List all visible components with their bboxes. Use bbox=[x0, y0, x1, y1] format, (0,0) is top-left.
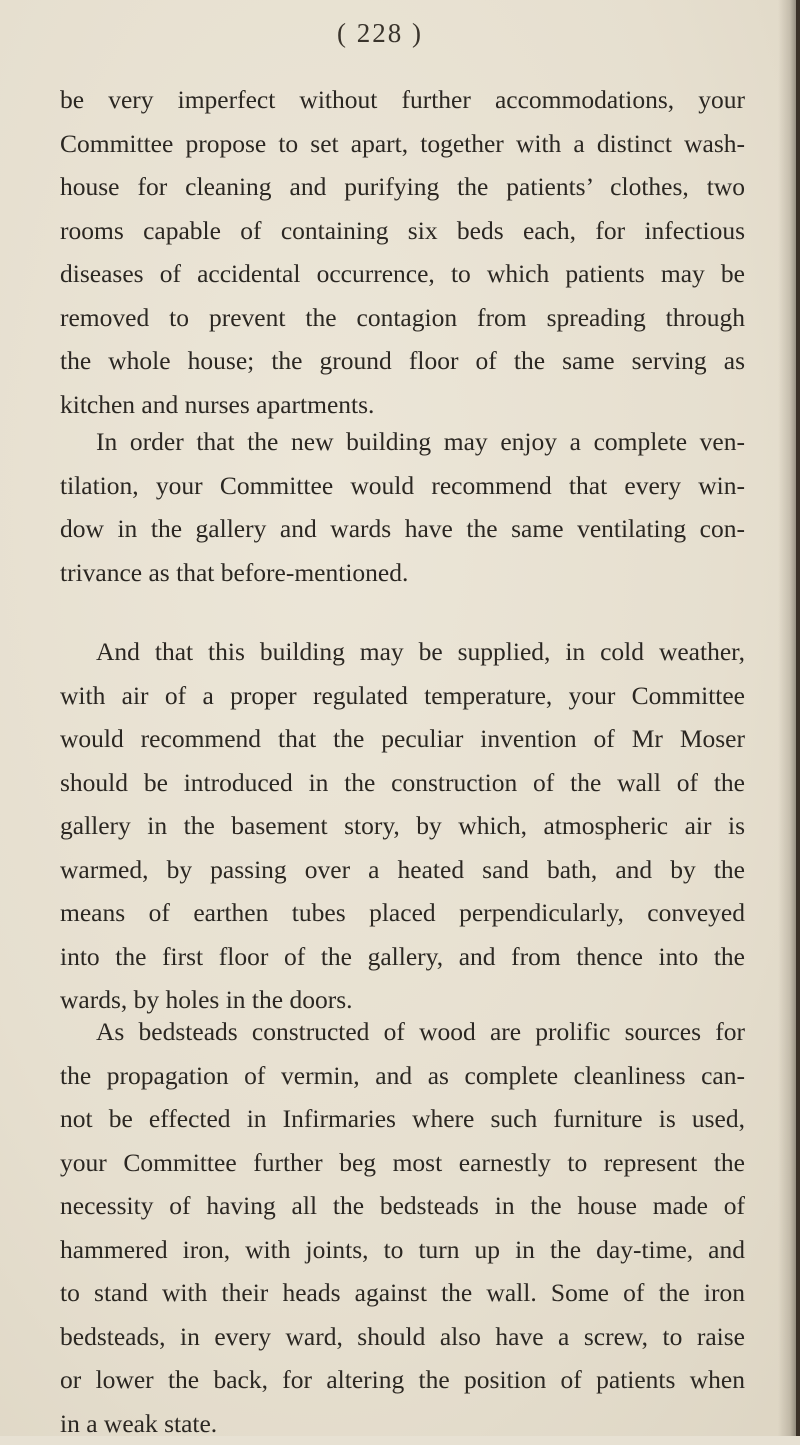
text-line: with air of a proper regulated temperature, your Committee bbox=[60, 674, 745, 718]
text-line: into the first floor of the gallery, and from thence into the bbox=[60, 935, 745, 979]
text-line: warmed, by passing over a heated sand bath, and by the bbox=[60, 848, 745, 892]
page-edge bbox=[796, 0, 800, 1436]
text-line: dow in the gallery and wards have the same ventilating con- bbox=[60, 507, 745, 551]
text-line: or lower the back, for altering the position of patients when bbox=[60, 1358, 745, 1402]
text-line: kitchen and nurses apartments. bbox=[60, 383, 745, 427]
text-line: tilation, your Committee would recommend that every win- bbox=[60, 464, 745, 508]
text-line: trivance as that before-mentioned. bbox=[60, 551, 745, 595]
text-line: rooms capable of containing six beds each, for infectious bbox=[60, 209, 745, 253]
text-line: As bedsteads constructed of wood are prolific sources for bbox=[60, 1010, 745, 1054]
text-line: to stand with their heads against the wall. Some of the iron bbox=[60, 1271, 745, 1315]
text-line: would recommend that the peculiar invention of Mr Moser bbox=[60, 717, 745, 761]
text-line: means of earthen tubes placed perpendicularly, conveyed bbox=[60, 891, 745, 935]
text-line: In order that the new building may enjoy a complete ven- bbox=[60, 420, 745, 464]
text-line: gallery in the basement story, by which, atmospheric air is bbox=[60, 804, 745, 848]
text-line: your Committee further beg most earnestly to represent the bbox=[60, 1141, 745, 1185]
text-line: the whole house; the ground floor of the same serving as bbox=[60, 339, 745, 383]
text-line: should be introduced in the construction of the wall of the bbox=[60, 761, 745, 805]
page-number-header: ( 228 ) bbox=[0, 18, 760, 49]
text-line: removed to prevent the contagion from spreading through bbox=[60, 296, 745, 340]
text-line: Committee propose to set apart, together with a distinct wash- bbox=[60, 122, 745, 166]
text-line: house for cleaning and purifying the patients’ clothes, two bbox=[60, 165, 745, 209]
text-line: And that this building may be supplied, in cold weather, bbox=[60, 630, 745, 674]
text-line: not be effected in Infirmaries where such furniture is used, bbox=[60, 1097, 745, 1141]
paragraph-3 bbox=[60, 630, 745, 1022]
text-line: hammered iron, with joints, to turn up in the day-time, and bbox=[60, 1228, 745, 1272]
text-line: wards, by holes in the doors. bbox=[60, 978, 745, 1022]
text-line: be very imperfect without further accommodations, your bbox=[60, 78, 745, 122]
text-line: necessity of having all the bedsteads in the house made of bbox=[60, 1184, 745, 1228]
paragraph-4 bbox=[60, 1010, 745, 1445]
paragraph-2 bbox=[60, 420, 745, 594]
text-line: in a weak state. bbox=[60, 1402, 745, 1445]
text-line: diseases of accidental occurrence, to which patients may be bbox=[60, 252, 745, 296]
text-line: bedsteads, in every ward, should also have a screw, to raise bbox=[60, 1315, 745, 1359]
text-line: the propagation of vermin, and as complete cleanliness can- bbox=[60, 1054, 745, 1098]
paragraph-1 bbox=[60, 78, 745, 426]
